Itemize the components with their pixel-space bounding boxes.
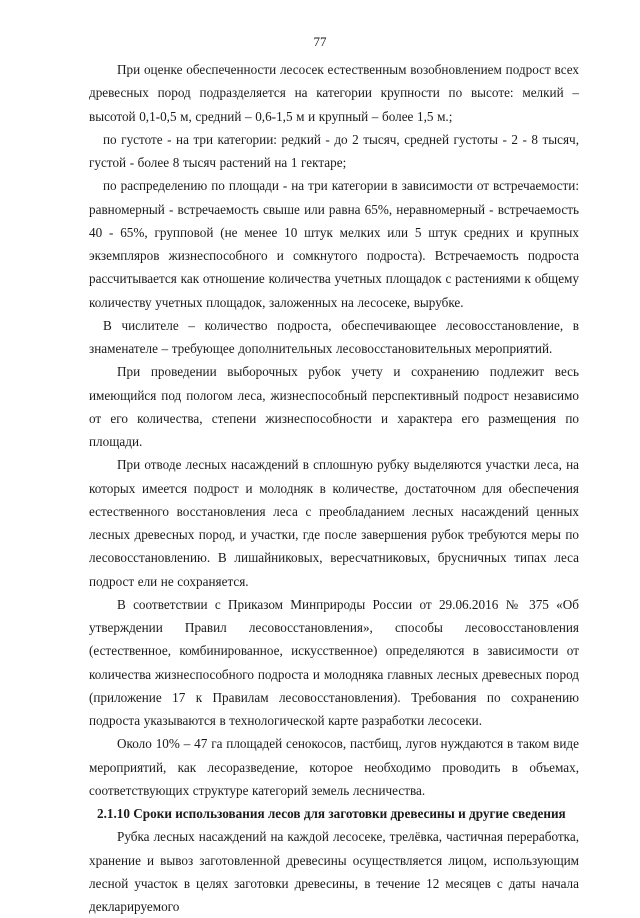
paragraph-clear-felling: При отводе лесных насаждений в сплошную рубку выделяются участки леса, на которых имеется подрост и молодняк в количестве, достаточном для обеспечения естественного восстановления леса с преобладанием лесных насаждений ценных лесных древесных пород, и участки, где после завершения рубок требуются меры по лесовосстановлению. В лишайниковых, вересчатниковых, брусничных типах леса подрост ели не сохраняется.	[89, 457, 579, 589]
paragraph-regeneration-size: При оценке обеспеченности лесосек естественным возобновлением подрост всех древесных пород подразделяется на категории крупности по высоте: мелкий – высотой 0,1-0,5 м, средний – 0,6-1,5 м и крупный – более 1,5 м.;	[89, 62, 579, 124]
paragraph-afforestation: Около 10% – 47 га площадей сенокосов, пастбищ, лугов нуждаются в таком виде мероприятий, как лесоразведение, которое необходимо проводить в объемах, соответствующих структуре категорий земель лесничества.	[89, 736, 579, 798]
page-number: 77	[313, 34, 327, 49]
paragraph-density: по густоте - на три категории: редкий - до 2 тысяч, средней густоты - 2 - 8 тысяч, густой - более 8 тысяч растений на 1 гектаре;	[89, 131, 579, 170]
paragraph-felling-terms: Рубка лесных насаждений на каждой лесосеке, трелёвка, частичная переработка, хранение и вывоз заготовленной древесины осуществляется лицом, использующим лесной участок в целях заготовки древесины, в течение 12 месяцев с даты начала декларируемого	[89, 829, 579, 914]
paragraph-distribution: по распределению по площади - на три категории в зависимости от встречаемости: равномерный - встречаемость свыше или равна 65%, неравномерный - встречаемость 40 - 65%, групповой (не менее 10 штук мелких или 5 штук средних и крупных экземпляров жизнеспособного и сомкнутого подроста). Встречаемость подроста рассчитывается как отношение количества учетных площадок с растениями к общему количеству учетных площадок, заложенных на лесосеке, вырубке.	[89, 178, 579, 310]
section-heading: 2.1.10 Сроки использования лесов для заготовки древесины и другие сведения	[97, 806, 566, 821]
paragraph-ministry-order: В соответствии с Приказом Минприроды России от 29.06.2016 № 375 «Об утверждении Правил лесовосстановления», способы лесовосстановления (естественное, комбинированное, искусственное) определяются в зависимости от количества жизнеспособного подроста и молодняка главных лесных древесных пород (приложение 17 к Правилам лесовосстановления). Требования по сохранению подроста указываются в технологической карте разработки лесосеки.	[89, 596, 579, 728]
paragraph-numerator-note: В числителе – количество подроста, обеспечивающее лесовосстановление, в знаменателе – требующее дополнительных лесовосстановительных мероприятий.	[89, 317, 579, 356]
paragraph-selective-felling: При проведении выборочных рубок учету и сохранению подлежит весь имеющийся под пологом леса, жизнеспособный перспективный подрост независимо от его количества, степени жизнеспособности и характера его размещения по площади.	[89, 364, 579, 449]
document-body	[89, 58, 579, 918]
